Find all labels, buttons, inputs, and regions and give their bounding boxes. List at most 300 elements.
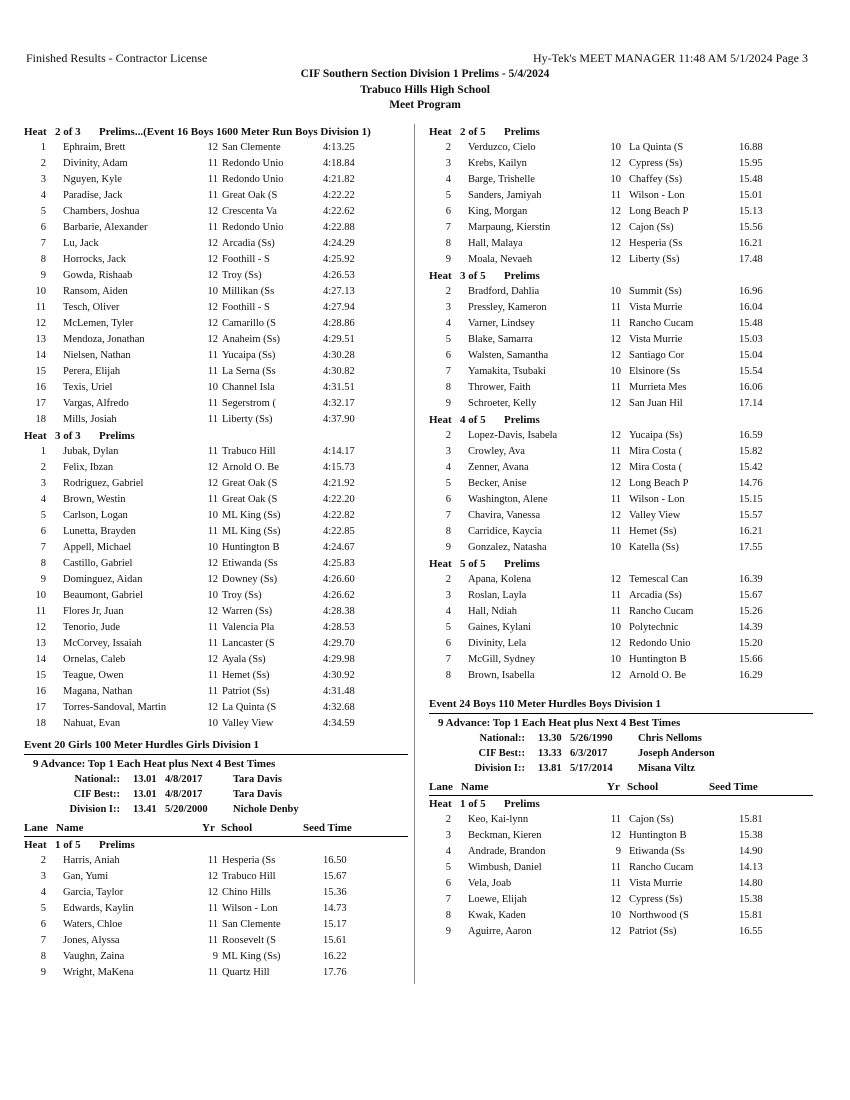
lane-number: 10	[35, 286, 46, 297]
table-row	[24, 204, 408, 220]
seed-time: 4:15.73	[323, 462, 355, 473]
seed-time: 4:14.17	[323, 446, 355, 457]
seed-time: 15.61	[323, 935, 347, 946]
lane-number: 11	[35, 606, 46, 617]
athlete-name: Felix, Ibzan	[63, 462, 114, 473]
athlete-year: 12	[610, 574, 621, 585]
athlete-name: Ephraim, Brett	[63, 142, 126, 153]
lane-number: 3	[40, 174, 46, 185]
seed-time: 15.67	[739, 590, 763, 601]
seed-time: 16.96	[739, 286, 763, 297]
athlete-year: 11	[610, 318, 621, 329]
lane-number: 14	[35, 654, 46, 665]
athlete-school: Anaheim (Ss)	[222, 334, 281, 345]
seed-time: 4:30.92	[323, 670, 355, 681]
record-holder: Nichole Denby	[233, 804, 299, 815]
heat-number: 2 of 5	[460, 126, 486, 138]
athlete-year: 10	[207, 590, 218, 601]
lane-number: 2	[445, 142, 451, 153]
heat-title: Prelims...(Event 16 Boys 1600 Meter Run Boys Division 1)	[99, 126, 371, 138]
athlete-name: Moala, Nevaeh	[468, 254, 533, 265]
lane-number: 2	[445, 430, 451, 441]
athlete-name: Andrade, Brandon	[468, 846, 546, 857]
heat-header	[24, 124, 408, 140]
seed-time: 15.01	[739, 190, 763, 201]
record-holder: Tara Davis	[233, 774, 282, 785]
seed-time: 4:24.29	[323, 238, 355, 249]
athlete-year: 12	[207, 887, 218, 898]
table-row	[429, 860, 813, 876]
lane-number: 5	[445, 622, 451, 633]
athlete-school: La Quinta (S	[629, 142, 684, 153]
athlete-year: 12	[610, 398, 621, 409]
seed-time: 4:27.13	[323, 286, 355, 297]
athlete-school: Chino Hills	[222, 887, 271, 898]
record-label: Division I::	[69, 804, 120, 815]
athlete-name: Schroeter, Kelly	[468, 398, 537, 409]
lane-number: 9	[445, 398, 451, 409]
lane-number: 3	[445, 590, 451, 601]
table-row	[429, 300, 813, 316]
athlete-school: Quartz Hill	[222, 967, 270, 978]
athlete-school: Downey (Ss)	[222, 574, 278, 585]
athlete-name: Verduzco, Cielo	[468, 142, 536, 153]
record-row	[24, 772, 408, 787]
seed-time: 16.21	[739, 526, 763, 537]
table-row	[429, 812, 813, 828]
athlete-year: 10	[207, 718, 218, 729]
lane-number: 1	[40, 446, 46, 457]
athlete-name: Marpaung, Kierstin	[468, 222, 551, 233]
athlete-school: Lancaster (S	[222, 638, 275, 649]
lane-number: 4	[445, 606, 451, 617]
athlete-school: ML King (Ss)	[222, 951, 281, 962]
lane-number: 6	[445, 494, 451, 505]
athlete-name: Jones, Alyssa	[63, 935, 120, 946]
right-column	[429, 124, 813, 940]
table-row	[429, 652, 813, 668]
athlete-name: Appell, Michael	[63, 542, 132, 553]
table-row	[429, 284, 813, 300]
heat-label: Heat	[429, 270, 452, 282]
table-row	[429, 364, 813, 380]
record-date: 6/3/2017	[570, 748, 608, 759]
athlete-name: Magana, Nathan	[63, 686, 133, 697]
athlete-name: Gaines, Kylani	[468, 622, 531, 633]
seed-time: 4:13.25	[323, 142, 355, 153]
advance-rule: 9 Advance: Top 1 Each Heat plus Next 4 Best Times	[438, 717, 681, 729]
col-school: School	[221, 822, 253, 834]
lane-number: 4	[40, 190, 46, 201]
lane-number: 6	[445, 878, 451, 889]
seed-time: 4:22.20	[323, 494, 355, 505]
athlete-name: Kwak, Kaden	[468, 910, 526, 921]
athlete-year: 12	[207, 558, 218, 569]
seed-time: 15.81	[739, 910, 763, 921]
seed-time: 15.20	[739, 638, 763, 649]
table-row	[24, 268, 408, 284]
record-row	[24, 787, 408, 802]
athlete-school: ML King (Ss)	[222, 510, 281, 521]
table-row	[429, 604, 813, 620]
heat-title: Prelims	[99, 839, 135, 851]
athlete-school: Vista Murrie	[629, 302, 683, 313]
advance-rule: 9 Advance: Top 1 Each Heat plus Next 4 Best Times	[33, 758, 276, 770]
athlete-name: Mendoza, Jonathan	[63, 334, 145, 345]
table-row	[429, 444, 813, 460]
athlete-year: 12	[610, 158, 621, 169]
table-row	[429, 540, 813, 556]
lane-number: 15	[35, 670, 46, 681]
athlete-year: 12	[610, 670, 621, 681]
seed-time: 15.38	[739, 894, 763, 905]
seed-time: 4:22.85	[323, 526, 355, 537]
athlete-year: 11	[207, 526, 218, 537]
athlete-school: Huntington B	[629, 830, 687, 841]
seed-time: 17.55	[739, 542, 763, 553]
athlete-school: La Serna (Ss	[222, 366, 276, 377]
table-row	[24, 476, 408, 492]
athlete-year: 12	[207, 206, 218, 217]
results-list	[429, 284, 813, 412]
athlete-school: Wilson - Lon	[222, 903, 278, 914]
athlete-year: 10	[207, 382, 218, 393]
lane-number: 3	[40, 871, 46, 882]
seed-time: 14.80	[739, 878, 763, 889]
table-row	[24, 444, 408, 460]
athlete-school: Etiwanda (Ss	[629, 846, 685, 857]
athlete-name: Barge, Trishelle	[468, 174, 535, 185]
event-title: Event 24 Boys 110 Meter Hurdles Boys Division 1	[429, 696, 813, 714]
lane-number: 17	[35, 702, 46, 713]
athlete-school: Elsinore (Ss	[629, 366, 681, 377]
athlete-school: Arcadia (Ss)	[629, 590, 682, 601]
athlete-name: Chavira, Vanessa	[468, 510, 541, 521]
lane-number: 5	[445, 478, 451, 489]
athlete-year: 12	[610, 478, 621, 489]
athlete-school: Patriot (Ss)	[222, 686, 270, 697]
table-row	[429, 204, 813, 220]
athlete-year: 12	[207, 702, 218, 713]
heat-title: Prelims	[504, 798, 540, 810]
heat-number: 3 of 3	[55, 430, 81, 442]
lane-number: 5	[40, 510, 46, 521]
athlete-year: 10	[610, 542, 621, 553]
lane-number: 6	[40, 526, 46, 537]
seed-time: 4:34.59	[323, 718, 355, 729]
lane-number: 8	[445, 910, 451, 921]
column-headers	[24, 820, 408, 837]
lane-number: 12	[35, 318, 46, 329]
athlete-year: 11	[207, 366, 218, 377]
lane-number: 4	[40, 494, 46, 505]
table-row	[24, 524, 408, 540]
results-list	[429, 572, 813, 684]
athlete-school: Vista Murrie	[629, 878, 683, 889]
athlete-name: McLemen, Tyler	[63, 318, 134, 329]
athlete-year: 12	[207, 871, 218, 882]
heat-number: 4 of 5	[460, 414, 486, 426]
record-holder: Misana Viltz	[638, 763, 695, 774]
seed-time: 16.22	[323, 951, 347, 962]
lane-number: 3	[445, 830, 451, 841]
col-yr: Yr	[202, 822, 215, 834]
athlete-school: Katella (Ss)	[629, 542, 679, 553]
record-date: 5/26/1990	[570, 733, 613, 744]
lane-number: 8	[445, 238, 451, 249]
athlete-name: Castillo, Gabriel	[63, 558, 133, 569]
table-row	[429, 396, 813, 412]
table-row	[24, 636, 408, 652]
athlete-name: Flores Jr, Juan	[63, 606, 124, 617]
athlete-school: Summit (Ss)	[629, 286, 682, 297]
record-time: 13.33	[538, 748, 562, 759]
heat-header	[429, 268, 813, 284]
results-list	[24, 444, 408, 732]
seed-time: 16.06	[739, 382, 763, 393]
record-row	[429, 746, 813, 761]
table-row	[429, 636, 813, 652]
athlete-school: Cajon (Ss)	[629, 814, 674, 825]
table-row	[429, 332, 813, 348]
lane-number: 13	[35, 334, 46, 345]
heat-title: Prelims	[504, 270, 540, 282]
athlete-year: 11	[610, 446, 621, 457]
athlete-name: Gan, Yumi	[63, 871, 109, 882]
column-divider	[414, 124, 415, 984]
athlete-year: 10	[610, 910, 621, 921]
athlete-name: Pressley, Kameron	[468, 302, 547, 313]
athlete-school: Great Oak (S	[222, 190, 278, 201]
athlete-year: 11	[610, 302, 621, 313]
heat-label: Heat	[429, 126, 452, 138]
table-row	[24, 188, 408, 204]
heat-title: Prelims	[504, 126, 540, 138]
athlete-name: Divinity, Lela	[468, 638, 527, 649]
athlete-name: Rodriguez, Gabriel	[63, 478, 144, 489]
athlete-year: 10	[207, 542, 218, 553]
athlete-school: Redondo Unio	[222, 174, 284, 185]
athlete-year: 11	[207, 686, 218, 697]
lane-number: 7	[40, 542, 46, 553]
lane-number: 17	[35, 398, 46, 409]
athlete-name: Sanders, Jamiyah	[468, 190, 542, 201]
athlete-year: 11	[207, 494, 218, 505]
lane-number: 3	[445, 446, 451, 457]
athlete-school: San Clemente	[222, 919, 281, 930]
col-seed: Seed Time	[709, 781, 758, 793]
lane-number: 7	[445, 894, 451, 905]
lane-number: 3	[40, 478, 46, 489]
heat-label: Heat	[24, 430, 47, 442]
records-list	[24, 772, 408, 817]
heat-number: 1 of 5	[460, 798, 486, 810]
seed-time: 4:22.62	[323, 206, 355, 217]
lane-number: 2	[445, 574, 451, 585]
lane-number: 16	[35, 686, 46, 697]
athlete-year: 12	[610, 222, 621, 233]
lane-number: 13	[35, 638, 46, 649]
results-list	[24, 140, 408, 428]
seed-time: 17.48	[739, 254, 763, 265]
seed-time: 4:21.82	[323, 174, 355, 185]
record-time: 13.41	[133, 804, 157, 815]
athlete-school: Mira Costa (	[629, 462, 683, 473]
results-list	[429, 428, 813, 556]
athlete-year: 12	[207, 574, 218, 585]
lane-number: 4	[40, 887, 46, 898]
athlete-year: 12	[610, 638, 621, 649]
record-date: 4/8/2017	[165, 789, 203, 800]
seed-time: 15.66	[739, 654, 763, 665]
heat-label: Heat	[429, 558, 452, 570]
lane-number: 7	[40, 935, 46, 946]
athlete-name: Gonzalez, Natasha	[468, 542, 547, 553]
athlete-name: Yamakita, Tsubaki	[468, 366, 546, 377]
table-row	[24, 652, 408, 668]
heat-number: 5 of 5	[460, 558, 486, 570]
athlete-name: Tenorio, Jude	[63, 622, 121, 633]
athlete-year: 11	[610, 814, 621, 825]
records-list	[429, 731, 813, 776]
seed-time: 4:22.22	[323, 190, 355, 201]
athlete-name: Walsten, Samantha	[468, 350, 549, 361]
athlete-name: Lunetta, Brayden	[63, 526, 136, 537]
athlete-name: Becker, Anise	[468, 478, 527, 489]
athlete-school: Arnold O. Be	[222, 462, 279, 473]
athlete-school: Ayala (Ss)	[222, 654, 266, 665]
record-label: CIF Best::	[478, 748, 525, 759]
athlete-name: Krebs, Kailyn	[468, 158, 527, 169]
athlete-name: Ornelas, Caleb	[63, 654, 126, 665]
table-row	[24, 236, 408, 252]
athlete-school: Patriot (Ss)	[629, 926, 677, 937]
table-row	[24, 172, 408, 188]
athlete-year: 11	[207, 414, 218, 425]
seed-time: 16.21	[739, 238, 763, 249]
table-row	[24, 348, 408, 364]
lane-number: 8	[445, 382, 451, 393]
athlete-year: 12	[610, 462, 621, 473]
heat-header	[429, 796, 813, 812]
athlete-year: 11	[610, 862, 621, 873]
athlete-school: Camarillo (S	[222, 318, 276, 329]
athlete-year: 11	[207, 919, 218, 930]
athlete-school: Redondo Unio	[629, 638, 691, 649]
table-row	[429, 668, 813, 684]
lane-number: 9	[445, 254, 451, 265]
table-row	[24, 700, 408, 716]
seed-time: 4:26.62	[323, 590, 355, 601]
athlete-name: Nguyen, Kyle	[63, 174, 122, 185]
host-school: Trabuco Hills High School	[360, 83, 490, 96]
athlete-school: Arcadia (Ss)	[222, 238, 275, 249]
athlete-name: Thrower, Faith	[468, 382, 531, 393]
lane-number: 2	[445, 286, 451, 297]
lane-number: 14	[35, 350, 46, 361]
athlete-school: Yucaipa (Ss)	[222, 350, 276, 361]
athlete-school: Hesperia (Ss	[222, 855, 276, 866]
lane-number: 6	[40, 919, 46, 930]
athlete-school: Foothill - S	[222, 254, 270, 265]
heat-header	[24, 837, 408, 853]
seed-time: 4:22.88	[323, 222, 355, 233]
record-date: 5/20/2000	[165, 804, 208, 815]
athlete-year: 11	[610, 606, 621, 617]
seed-time: 4:28.86	[323, 318, 355, 329]
left-column	[24, 124, 408, 981]
athlete-school: Redondo Unio	[222, 222, 284, 233]
table-row	[24, 300, 408, 316]
athlete-school: Long Beach P	[629, 478, 689, 489]
col-name: Name	[461, 781, 489, 793]
seed-time: 15.81	[739, 814, 763, 825]
athlete-year: 12	[207, 478, 218, 489]
athlete-school: Temescal Can	[629, 574, 689, 585]
seed-time: 15.57	[739, 510, 763, 521]
athlete-name: Loewe, Elijah	[468, 894, 527, 905]
table-row	[24, 869, 408, 885]
seed-time: 4:29.98	[323, 654, 355, 665]
athlete-school: Polytechnic	[629, 622, 679, 633]
athlete-school: Chaffey (Ss)	[629, 174, 683, 185]
table-row	[429, 572, 813, 588]
lane-number: 9	[40, 270, 46, 281]
athlete-school: Troy (Ss)	[222, 590, 262, 601]
athlete-name: Tesch, Oliver	[63, 302, 120, 313]
seed-time: 4:28.38	[323, 606, 355, 617]
athlete-school: Valley View	[222, 718, 274, 729]
record-time: 13.81	[538, 763, 562, 774]
athlete-school: Vista Murrie	[629, 334, 683, 345]
results-list	[24, 853, 408, 981]
lane-number: 7	[445, 510, 451, 521]
athlete-school: Trabuco Hill	[222, 446, 276, 457]
athlete-name: Brown, Isabella	[468, 670, 535, 681]
seed-time: 14.39	[739, 622, 763, 633]
seed-time: 4:32.68	[323, 702, 355, 713]
athlete-school: Segerstrom (	[222, 398, 276, 409]
table-row	[24, 885, 408, 901]
seed-time: 4:25.92	[323, 254, 355, 265]
table-row	[429, 620, 813, 636]
meet-title: CIF Southern Section Division 1 Prelims - 5/4/2024	[300, 68, 550, 80]
athlete-year: 12	[610, 238, 621, 249]
lane-number: 1	[40, 142, 46, 153]
record-label: National::	[74, 774, 120, 785]
lane-number: 2	[445, 814, 451, 825]
lane-number: 6	[445, 206, 451, 217]
event-title: Event 20 Girls 100 Meter Hurdles Girls Division 1	[24, 737, 408, 755]
athlete-year: 12	[207, 606, 218, 617]
record-date: 4/8/2017	[165, 774, 203, 785]
seed-time: 15.48	[739, 318, 763, 329]
table-row	[24, 460, 408, 476]
seed-time: 15.48	[739, 174, 763, 185]
athlete-name: Hall, Ndiah	[468, 606, 517, 617]
athlete-year: 12	[207, 334, 218, 345]
athlete-year: 12	[610, 334, 621, 345]
athlete-name: Gowda, Rishaab	[63, 270, 133, 281]
record-date: 5/17/2014	[570, 763, 613, 774]
record-holder: Joseph Anderson	[638, 748, 715, 759]
heat-header	[429, 124, 813, 140]
column-headers	[429, 779, 813, 796]
athlete-year: 11	[207, 638, 218, 649]
table-row	[24, 140, 408, 156]
table-row	[24, 572, 408, 588]
seed-time: 4:28.53	[323, 622, 355, 633]
